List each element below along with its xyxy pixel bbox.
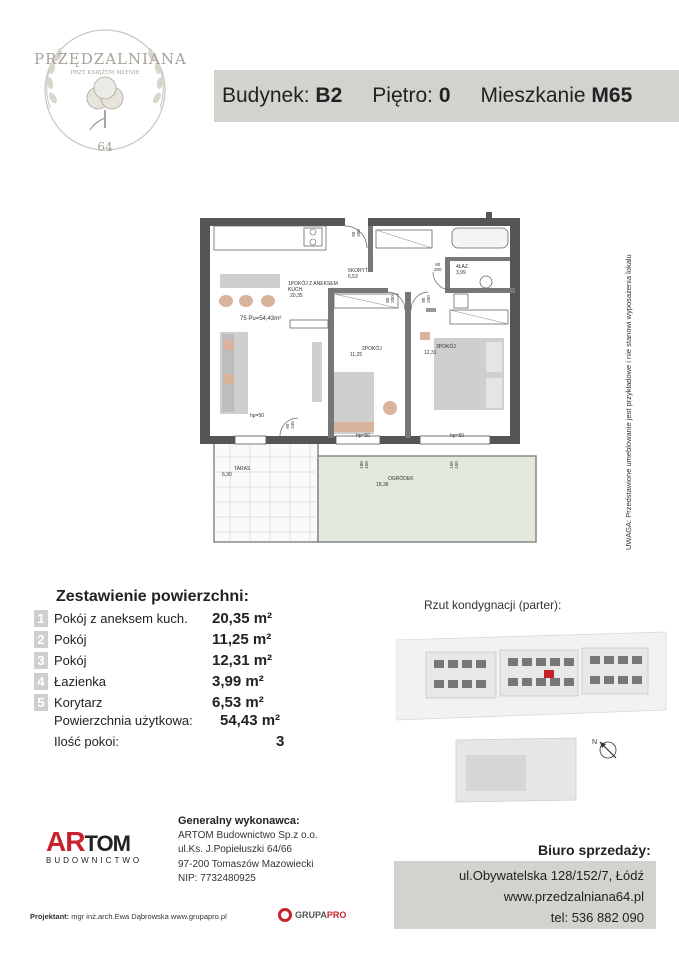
label-garden: OGRÓDEK 18,36 xyxy=(376,476,414,488)
contractor-line-3: 97-200 Tomaszów Mazowiecki xyxy=(178,858,314,870)
site-plan xyxy=(396,620,676,820)
label-window-hp-3: hp=50 xyxy=(450,433,465,439)
floor-plan xyxy=(200,212,545,552)
room-name: Pokój z aneksem kuch. xyxy=(54,611,188,626)
list-item xyxy=(34,629,344,650)
label-room-living: 1POKÓJ Z ANEKSEM KUCH. 20,35 xyxy=(288,281,338,299)
sales-title: Biuro sprzedaży: xyxy=(538,842,651,858)
list-item xyxy=(34,671,344,692)
furniture-note: UWAGA: Przedstawione umeblowanie jest przykładowe i nie stanowi wyposażenia lokalu xyxy=(624,254,633,550)
areas-summary xyxy=(54,710,334,752)
contractor-logo xyxy=(46,826,156,876)
label-door-80-200-a: 80 200 xyxy=(384,295,395,303)
site-plan-drawing xyxy=(396,620,676,820)
floor-info: Piętro: 0 xyxy=(372,84,451,107)
cotton-flower-icon xyxy=(87,77,123,130)
building-value: B2 xyxy=(315,84,343,107)
brand-logo xyxy=(20,18,190,168)
room-area: 3,99 m² xyxy=(212,673,264,690)
grupapro-logo: GRUPA PRO xyxy=(278,908,346,922)
label-window-hp-2: hp=50 xyxy=(356,433,371,439)
toilet-icon xyxy=(480,276,492,288)
grupapro-ring-icon xyxy=(278,908,292,922)
contractor-info xyxy=(178,814,318,887)
label-room-bath: 4ŁAZ. 3,99 xyxy=(456,264,470,276)
areas-title: Zestawienie powierzchni: xyxy=(56,588,249,605)
apartment-badge xyxy=(290,320,328,328)
logo-tagline: PRZY KSIĘŻYM MŁYNIE xyxy=(70,70,140,76)
room-area: 6,53 m² xyxy=(212,694,264,711)
sales-address: ul.Obywatelska 128/152/7, Łódź xyxy=(458,868,644,883)
room-number-badge: 4 xyxy=(34,673,48,690)
logo-brand-text: PRZĘDZALNIANA xyxy=(34,50,187,68)
contractor-title: Generalny wykonawca: xyxy=(178,815,300,827)
list-item xyxy=(34,608,344,629)
sales-box xyxy=(394,861,656,929)
building-info: Budynek: B2 xyxy=(222,84,343,107)
label-apartment-badge: 75 Pu=54,43m² xyxy=(240,316,282,322)
usable-area-value: 54,43 m² xyxy=(220,712,281,729)
room-name: Łazienka xyxy=(54,674,107,689)
bathtub-icon xyxy=(452,228,508,248)
contractor-line-1: ARTOM Budownictwo Sp.z o.o. xyxy=(178,829,318,841)
room-number-badge: 1 xyxy=(34,610,48,627)
compass-icon xyxy=(592,739,616,758)
label-room-3: 3POKÓJ 12,31 xyxy=(424,344,456,356)
rooms-count-row: Ilość pokoi: 3 xyxy=(54,733,285,750)
floor-value: 0 xyxy=(438,84,451,107)
room-name: Korytarz xyxy=(54,695,103,710)
label-door-80-200-b: 80 200 xyxy=(420,295,431,303)
room-number-badge: 2 xyxy=(34,631,48,648)
sales-website[interactable]: www.przedzalniana64.pl xyxy=(503,889,644,904)
room-number-badge: 5 xyxy=(34,694,48,711)
list-item xyxy=(34,650,344,671)
header-bar xyxy=(214,70,679,122)
label-room-corridor: 5KORYT. 6,53 xyxy=(348,268,369,280)
apartment-info: Mieszkanie M65 xyxy=(480,84,633,107)
sink-icon xyxy=(454,294,468,308)
contractor-logo-rest: TOM xyxy=(84,831,130,856)
apartment-value: M65 xyxy=(591,84,633,107)
rooms-count-value: 3 xyxy=(276,733,285,750)
tv-unit xyxy=(312,342,322,402)
room-name: Pokój xyxy=(54,653,87,668)
contractor-line-4: NIP: 7732480925 xyxy=(178,873,256,884)
svg-text:N: N xyxy=(592,739,598,746)
room-name: Pokój xyxy=(54,632,87,647)
contractor-logo-sub: BUDOWNICTWO xyxy=(46,856,143,865)
site-plan-title: Rzut kondygnacji (parter): xyxy=(424,598,562,612)
label-room-2: 2POKÓJ 11,25 xyxy=(350,346,382,358)
dining-table xyxy=(220,274,280,288)
contractor-line-2: ul.Ks. J.Popiełuszki 64/66 xyxy=(178,844,292,855)
dining-chairs xyxy=(219,295,275,307)
designer-credit: Projektant: mgr inż.arch.Ewa Dąbrowska www.grupapro.pl xyxy=(30,912,227,921)
room-area: 12,31 m² xyxy=(212,652,273,669)
label-door-90-245: 90 245 xyxy=(284,421,295,429)
logo-number: 64 xyxy=(97,140,113,154)
sales-phone[interactable]: tel: 536 882 090 xyxy=(550,910,644,925)
label-window-180-150: 180 150 xyxy=(358,461,369,469)
garden-area xyxy=(318,456,536,542)
label-terrace: TARAS 6,30 xyxy=(222,466,251,478)
usable-area-row: Powierzchnia użytkowa: 54,43 m² xyxy=(54,712,281,729)
room-area: 20,35 m² xyxy=(212,610,273,627)
label-window-hp-1: hp=50 xyxy=(250,413,265,419)
room-number-badge: 3 xyxy=(34,652,48,669)
label-door-90-200: 90 200 xyxy=(350,229,361,237)
apartment-location-marker xyxy=(544,670,554,678)
floor-plan-drawing xyxy=(200,212,545,552)
label-door-80-200-c: 80 200 xyxy=(434,262,442,272)
contractor-logo-text: AR xyxy=(46,826,85,857)
areas-list xyxy=(34,608,344,713)
label-window-150-150: 150 150 xyxy=(448,461,459,469)
room-area: 11,25 m² xyxy=(212,631,272,648)
